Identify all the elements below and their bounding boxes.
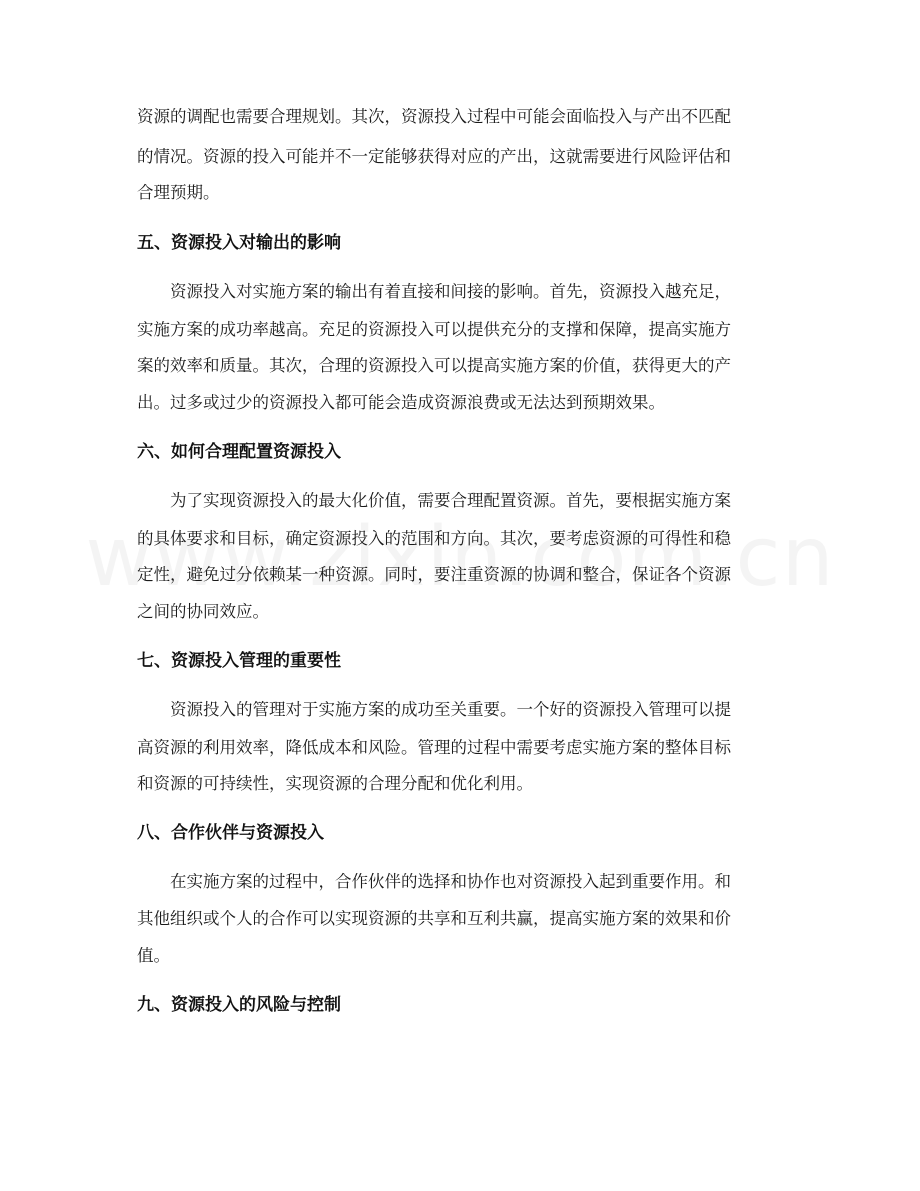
section-heading: 九、资源投入的风险与控制 bbox=[137, 995, 341, 1015]
paragraph-line: 资源的调配也需要合理规划。其次，资源投入过程中可能会面临投入与产出不匹配 bbox=[137, 107, 731, 126]
paragraph-line: 高资源的利用效率，降低成本和风险。管理的过程中需要考虑实施方案的整体目标 bbox=[137, 738, 731, 757]
paragraph-line: 其他组织或个人的合作可以实现资源的共享和互利共赢，提高实施方案的效果和价 bbox=[137, 909, 731, 928]
paragraph-line: 资源投入的管理对于实施方案的成功至关重要。一个好的资源投入管理可以提 bbox=[170, 700, 731, 719]
section-heading: 八、合作伙伴与资源投入 bbox=[137, 823, 324, 843]
section-heading: 七、资源投入管理的重要性 bbox=[137, 651, 341, 671]
paragraph-line: 的情况。资源的投入可能并不一定能够获得对应的产出，这就需要进行风险评估和 bbox=[137, 147, 731, 166]
section-heading: 六、如何合理配置资源投入 bbox=[137, 442, 341, 462]
paragraph-line: 定性，避免过分依赖某一种资源。同时，要注重资源的协调和整合，保证各个资源 bbox=[137, 565, 731, 584]
paragraph-line: 在实施方案的过程中，合作伙伴的选择和协作也对资源投入起到重要作用。和 bbox=[170, 872, 731, 891]
paragraph-line: 资源投入对实施方案的输出有着直接和间接的影响。首先，资源投入越充足， bbox=[170, 282, 731, 301]
paragraph-line: 之间的协同效应。 bbox=[137, 602, 269, 621]
paragraph-line: 实施方案的成功率越高。充足的资源投入可以提供充分的支撑和保障，提高实施方 bbox=[137, 320, 731, 339]
paragraph-line: 和资源的可持续性，实现资源的合理分配和优化利用。 bbox=[137, 774, 533, 793]
paragraph-line: 为了实现资源投入的最大化价值，需要合理配置资源。首先，要根据实施方案 bbox=[170, 491, 731, 510]
section-heading: 五、资源投入对输出的影响 bbox=[137, 233, 341, 253]
paragraph-line: 值。 bbox=[137, 946, 170, 965]
paragraph-line: 出。过多或过少的资源投入都可能会造成资源浪费或无法达到预期效果。 bbox=[137, 393, 665, 412]
paragraph-line: 案的效率和质量。其次，合理的资源投入可以提高实施方案的价值，获得更大的产 bbox=[137, 356, 731, 375]
paragraph-line: 合理预期。 bbox=[137, 183, 220, 202]
paragraph-line: 的具体要求和目标，确定资源投入的范围和方向。其次，要考虑资源的可得性和稳 bbox=[137, 529, 731, 548]
